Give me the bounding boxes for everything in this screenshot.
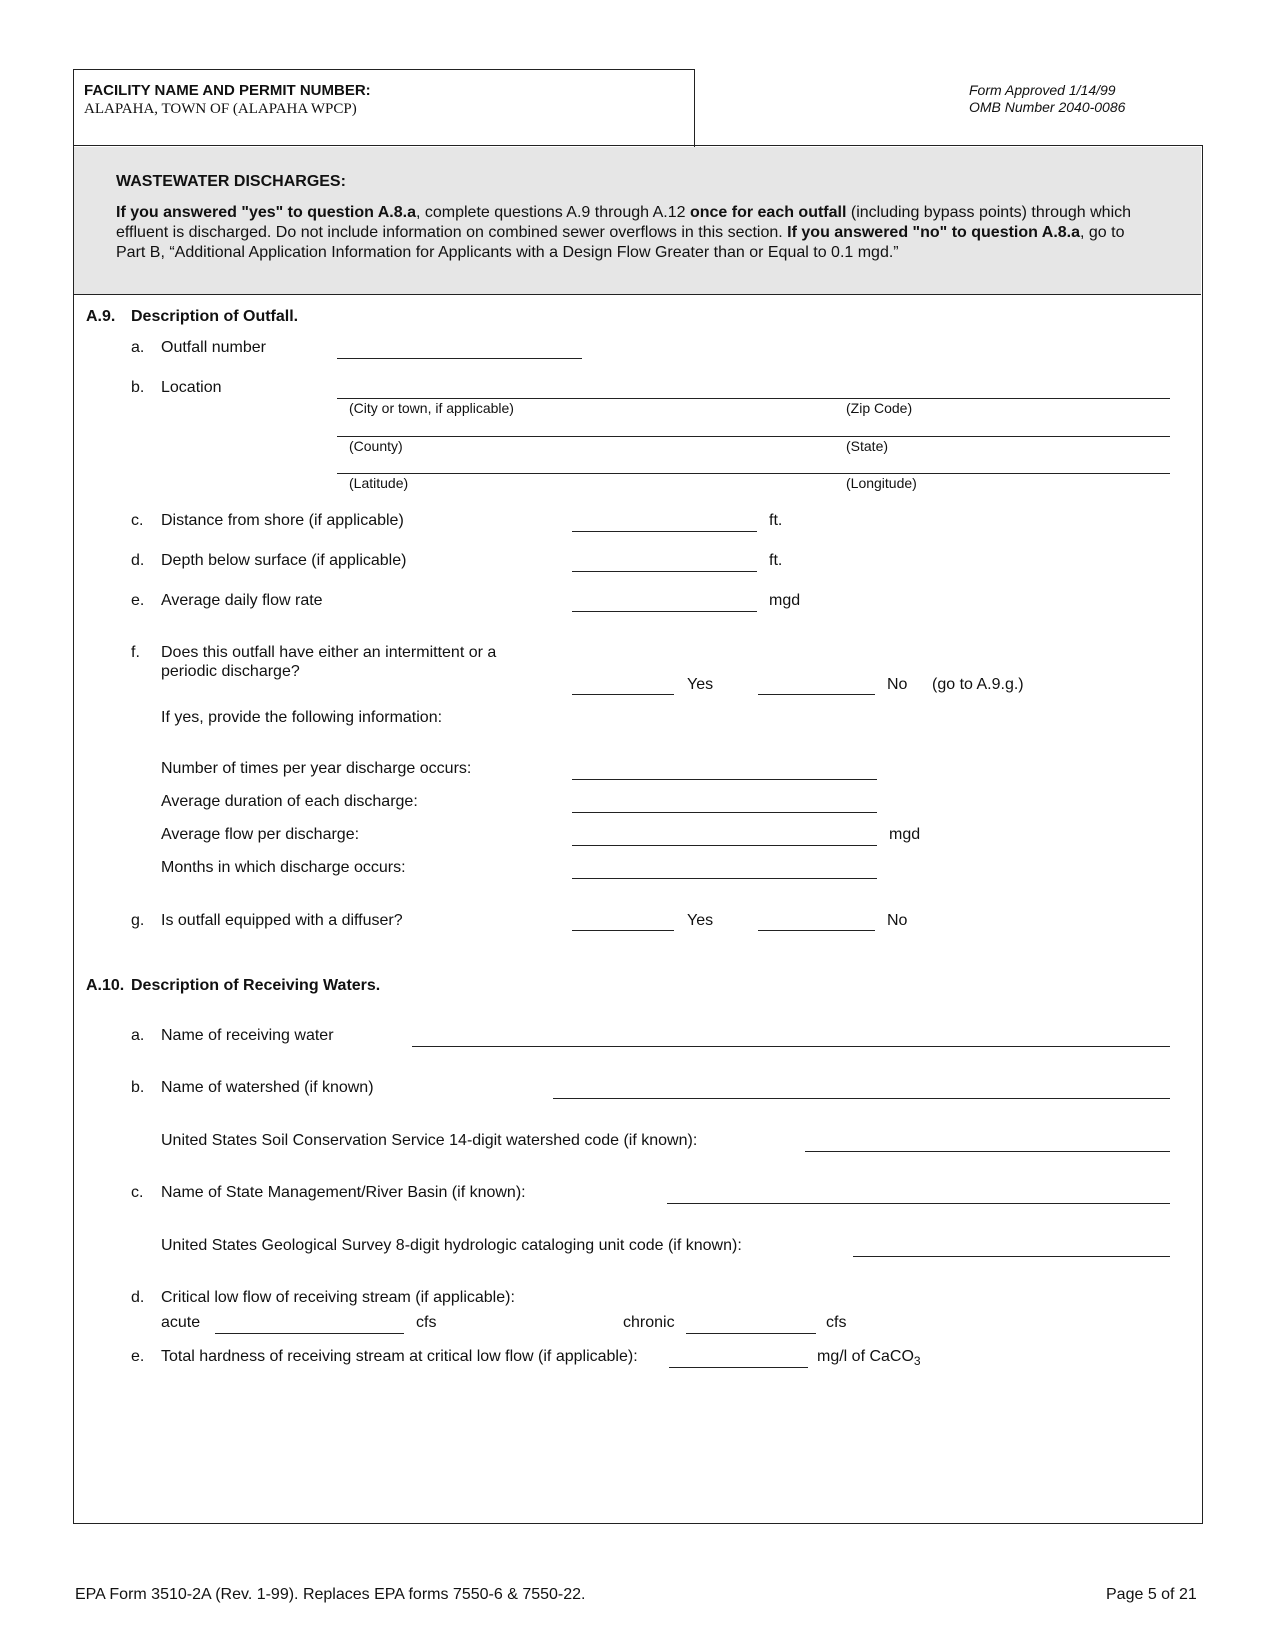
watershed-label: Name of watershed (if known) [161, 1079, 374, 1096]
location-county-caption: (County) [349, 438, 403, 454]
location-city-caption: (City or town, if applicable) [349, 400, 514, 416]
a9d-letter: d. [131, 552, 145, 569]
a10a-letter: a. [131, 1027, 145, 1044]
outfall-number-label: Outfall number [161, 339, 266, 356]
diffuser-yes-field[interactable] [572, 930, 674, 931]
form-approved: Form Approved 1/14/99 [969, 82, 1116, 98]
distance-shore-unit: ft. [769, 512, 783, 529]
receiving-water-field[interactable] [412, 1046, 1170, 1047]
location-label: Location [161, 379, 222, 396]
receiving-water-label: Name of receiving water [161, 1027, 334, 1044]
location-lat-long-field[interactable] [337, 473, 1170, 474]
acute-field[interactable] [215, 1333, 404, 1334]
a10-number: A.10. [86, 977, 125, 994]
avg-flow-discharge-unit: mgd [889, 826, 921, 843]
hardness-unit-subscript: 3 [913, 1354, 921, 1368]
intermittent-label-2: periodic discharge? [161, 663, 300, 680]
months-field[interactable] [572, 878, 877, 879]
chronic-label: chronic [623, 1314, 675, 1331]
instr-text-6: , go to Part B, “Additional Application Information for Applicants with a Design Flow Greater than or Equal to 0.1 mgd.” [116, 224, 1125, 261]
usgs-code-field[interactable] [853, 1256, 1170, 1257]
acute-unit: cfs [416, 1314, 437, 1331]
outfall-number-field[interactable] [337, 358, 582, 359]
avg-duration-field[interactable] [572, 812, 877, 813]
a10-title: Description of Receiving Waters. [131, 977, 381, 994]
hardness-label: Total hardness of receiving stream at critical low flow (if applicable): [161, 1348, 638, 1365]
diffuser-label: Is outfall equipped with a diffuser? [161, 912, 403, 929]
footer-page-number: Page 5 of 21 [1106, 1586, 1197, 1603]
avg-duration-label: Average duration of each discharge: [161, 793, 418, 810]
instr-text-4: (including bypass points) through which effluent is discharged. Do not include information on combined sewer overflows in this section. [116, 204, 1132, 241]
footer-form-id: EPA Form 3510-2A (Rev. 1-99). Replaces EPA forms 7550-6 & 7550-22. [75, 1586, 586, 1603]
location-lat-caption: (Latitude) [349, 475, 409, 491]
months-label: Months in which discharge occurs: [161, 859, 406, 876]
facility-label: FACILITY NAME AND PERMIT NUMBER: [84, 82, 371, 99]
hardness-unit [817, 1348, 921, 1368]
a9g-letter: g. [131, 912, 145, 929]
omb-number: OMB Number 2040-0086 [969, 99, 1126, 115]
a9e-letter: e. [131, 592, 145, 609]
diffuser-yes-label: Yes [687, 912, 714, 929]
river-basin-label: Name of State Management/River Basin (if known): [161, 1184, 526, 1201]
distance-shore-label: Distance from shore (if applicable) [161, 512, 404, 529]
diffuser-no-field[interactable] [758, 930, 875, 931]
river-basin-field[interactable] [667, 1203, 1170, 1204]
intermittent-goto: (go to A.9.g.) [932, 676, 1024, 693]
location-county-state-field[interactable] [337, 436, 1170, 437]
hardness-field[interactable] [669, 1367, 808, 1368]
chronic-unit: cfs [826, 1314, 847, 1331]
acute-label: acute [161, 1314, 201, 1331]
intermittent-no-label: No [887, 676, 908, 693]
wastewater-heading: WASTEWATER DISCHARGES: [116, 173, 346, 190]
scs-code-field[interactable] [805, 1151, 1170, 1152]
intermittent-yes-label: Yes [687, 676, 714, 693]
location-state-caption: (State) [846, 438, 889, 454]
avg-flow-field[interactable] [572, 611, 757, 612]
a9-number: A.9. [86, 308, 116, 325]
usgs-code-label: United States Geological Survey 8-digit hydrologic cataloging unit code (if known): [161, 1237, 742, 1254]
depth-field[interactable] [572, 571, 757, 572]
chronic-field[interactable] [686, 1333, 816, 1334]
distance-shore-field[interactable] [572, 531, 757, 532]
intermittent-no-field[interactable] [758, 694, 875, 695]
avg-flow-discharge-label: Average flow per discharge: [161, 826, 360, 843]
a9b-letter: b. [131, 379, 145, 396]
if-yes-label: If yes, provide the following information: [161, 709, 443, 726]
intermittent-yes-field[interactable] [572, 694, 674, 695]
a9f-letter: f. [131, 644, 140, 661]
critical-flow-label: Critical low flow of receiving stream (if applicable): [161, 1289, 515, 1306]
times-per-year-label: Number of times per year discharge occurs: [161, 760, 472, 777]
location-city-zip-field[interactable] [337, 398, 1170, 399]
times-per-year-field[interactable] [572, 779, 877, 780]
location-long-caption: (Longitude) [846, 475, 917, 491]
facility-value: ALAPAHA, TOWN OF (ALAPAHA WPCP) [84, 101, 357, 117]
instr-bold-1: If you answered "yes" to question A.8.a [116, 204, 416, 221]
instr-bold-5: If you answered "no" to question A.8.a [787, 224, 1081, 241]
a10e-letter: e. [131, 1348, 145, 1365]
depth-unit: ft. [769, 552, 783, 569]
depth-label: Depth below surface (if applicable) [161, 552, 407, 569]
a9-title: Description of Outfall. [131, 308, 299, 325]
hardness-unit-text: mg/l of CaCO [817, 1348, 914, 1365]
avg-flow-unit: mgd [769, 592, 801, 609]
avg-flow-label: Average daily flow rate [161, 592, 323, 609]
instr-text-2: , complete questions A.9 through A.12 [415, 204, 690, 221]
scs-code-label: United States Soil Conservation Service 14-digit watershed code (if known): [161, 1132, 698, 1149]
a9a-letter: a. [131, 339, 145, 356]
a10d-letter: d. [131, 1289, 145, 1306]
intermittent-label-1: Does this outfall have either an intermittent or a [161, 644, 497, 661]
a9c-letter: c. [131, 512, 144, 529]
instr-bold-3: once for each outfall [689, 204, 847, 221]
instructions-text [116, 203, 1156, 263]
a10b-letter: b. [131, 1079, 145, 1096]
watershed-field[interactable] [553, 1098, 1170, 1099]
location-zip-caption: (Zip Code) [846, 400, 913, 416]
avg-flow-discharge-field[interactable] [572, 845, 877, 846]
a10c-letter: c. [131, 1184, 144, 1201]
diffuser-no-label: No [887, 912, 908, 929]
